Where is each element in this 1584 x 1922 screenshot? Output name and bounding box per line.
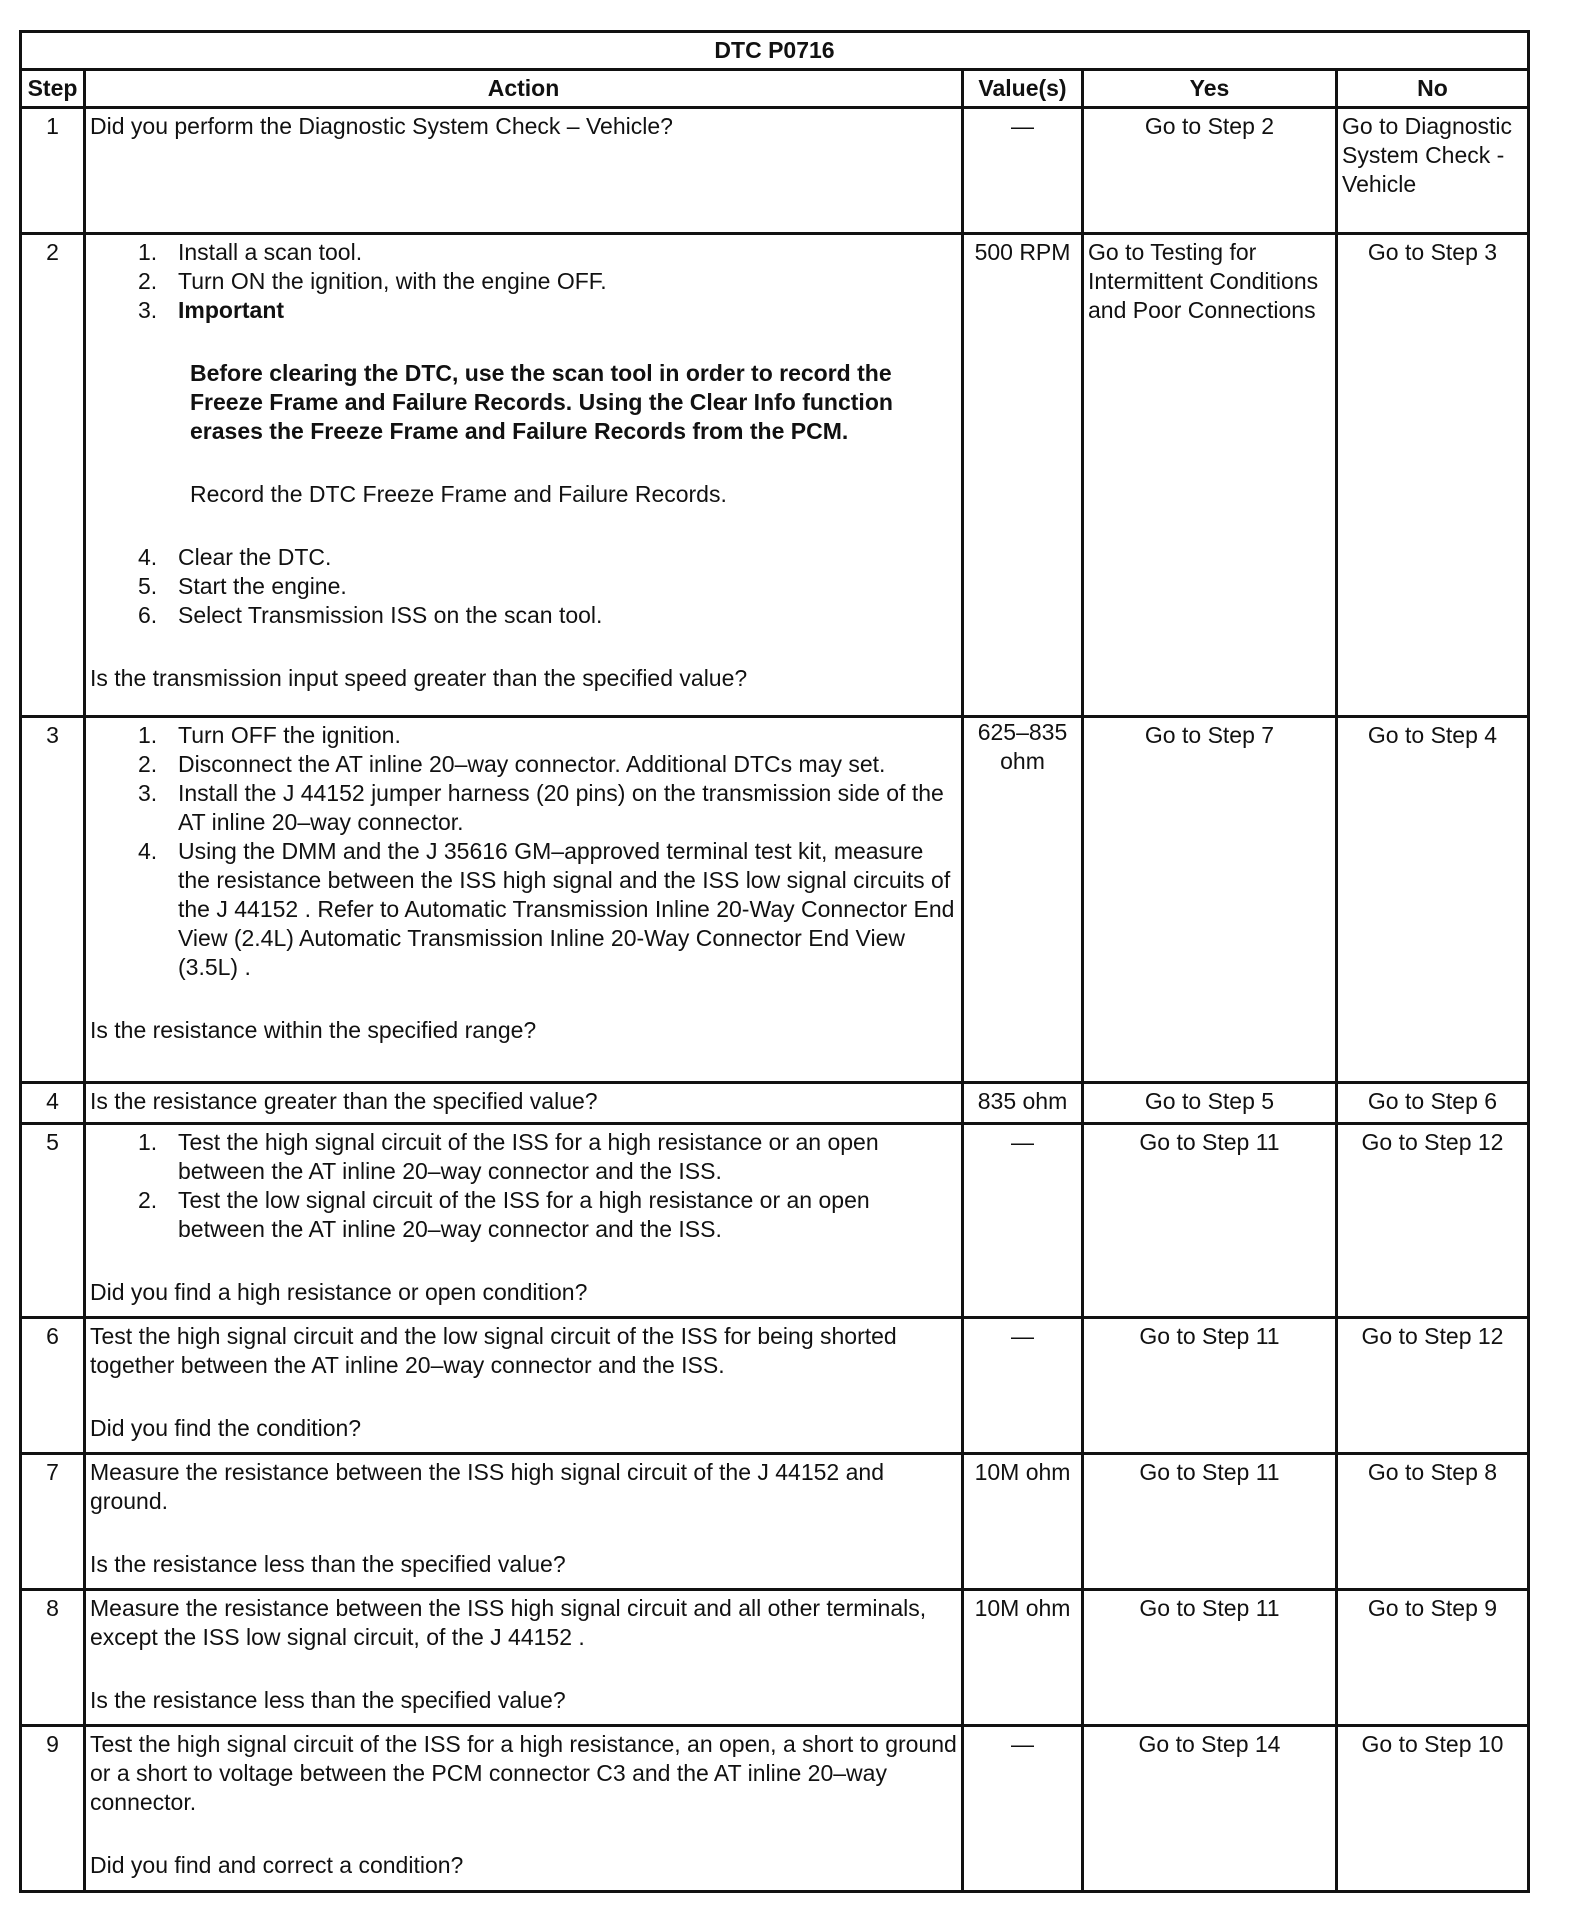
list-item: 6. Select Transmission ISS on the scan tool. xyxy=(138,602,603,628)
action-cell xyxy=(85,1454,963,1590)
question-text: Is the resistance less than the specified value? xyxy=(90,1551,566,1577)
step-number: 8 xyxy=(21,1590,85,1726)
no-cell[interactable]: Go to Diagnostic System Check - Vehicle xyxy=(1337,108,1529,234)
yes-cell[interactable]: Go to Step 11 xyxy=(1083,1124,1337,1318)
table-title: DTC P0716 xyxy=(21,32,1529,70)
list-item: 1. Install a scan tool. xyxy=(138,239,363,265)
action-text: Test the high signal circuit and the low signal circuit of the ISS for being shorted together between the AT inline 20–way connector and the ISS. xyxy=(90,1323,897,1378)
table-row xyxy=(21,1124,1529,1318)
yes-cell[interactable]: Go to Step 7 xyxy=(1083,717,1337,1083)
step-number: 6 xyxy=(21,1318,85,1454)
yes-cell[interactable]: Go to Step 2 xyxy=(1083,108,1337,234)
action-text: Measure the resistance between the ISS high signal circuit of the J 44152 and ground. xyxy=(90,1459,884,1514)
value-cell: — xyxy=(963,1726,1083,1892)
step-number: 9 xyxy=(21,1726,85,1892)
question-text: Did you find the condition? xyxy=(90,1415,362,1441)
value-cell: — xyxy=(963,108,1083,234)
action-cell xyxy=(85,1124,963,1318)
no-cell[interactable]: Go to Step 12 xyxy=(1337,1124,1529,1318)
action-cell xyxy=(85,108,963,234)
yes-cell[interactable]: Go to Step 11 xyxy=(1083,1318,1337,1454)
no-cell[interactable]: Go to Step 8 xyxy=(1337,1454,1529,1590)
question-text: Is the transmission input speed greater than the specified value? xyxy=(90,665,748,691)
no-cell[interactable]: Go to Step 6 xyxy=(1337,1083,1529,1124)
record-note: Record the DTC Freeze Frame and Failure Records. xyxy=(190,481,727,507)
action-cell xyxy=(85,717,963,1083)
dtc-table xyxy=(19,30,1530,1893)
list-item: 4. Clear the DTC. xyxy=(138,544,332,570)
table-row xyxy=(21,1083,1529,1124)
important-note: Before clearing the DTC, use the scan tool in order to record the Freeze Frame and Failure Records. Using the Clear Info function erases the Freeze Frame and Failure Records from the PCM. xyxy=(190,360,893,444)
step-list xyxy=(90,238,957,325)
table-row xyxy=(21,1726,1529,1892)
action-cell xyxy=(85,1726,963,1892)
value-cell: 10M ohm xyxy=(963,1590,1083,1726)
list-item: 2. Disconnect the AT inline 20–way connector. Additional DTCs may set. xyxy=(138,751,886,777)
title-row xyxy=(21,32,1529,70)
list-item: 3. Install the J 44152 jumper harness (20 pins) on the transmission side of the AT inline 20–way connector. xyxy=(138,780,944,835)
step-list xyxy=(90,1128,957,1244)
action-text: Test the high signal circuit of the ISS for a high resistance, an open, a short to ground or a short to voltage between the PCM connector C3 and the AT inline 20–way connector. xyxy=(90,1731,957,1815)
question-text: Is the resistance within the specified range? xyxy=(90,1017,537,1043)
step-list xyxy=(90,721,957,982)
header-step: Step xyxy=(21,70,85,108)
list-item: 1. Turn OFF the ignition. xyxy=(138,722,401,748)
question-text: Did you find a high resistance or open condition? xyxy=(90,1279,588,1305)
yes-cell[interactable]: Go to Testing for Intermittent Conditions and Poor Connections xyxy=(1083,234,1337,717)
table-row xyxy=(21,108,1529,234)
step-number: 2 xyxy=(21,234,85,717)
value-cell: 500 RPM xyxy=(963,234,1083,717)
table-row xyxy=(21,234,1529,717)
yes-cell[interactable]: Go to Step 14 xyxy=(1083,1726,1337,1892)
action-text: Did you perform the Diagnostic System Check – Vehicle? xyxy=(90,113,673,139)
value-cell: — xyxy=(963,1124,1083,1318)
step-list xyxy=(90,543,957,630)
value-cell: 625–835 ohm xyxy=(963,717,1083,1083)
list-item: 2. Test the low signal circuit of the ISS for a high resistance or an open between the AT inline 20–way connector and the ISS. xyxy=(138,1187,870,1242)
value-cell: 10M ohm xyxy=(963,1454,1083,1590)
step-number: 3 xyxy=(21,717,85,1083)
step-number: 7 xyxy=(21,1454,85,1590)
action-cell xyxy=(85,1318,963,1454)
question-text: Is the resistance less than the specified value? xyxy=(90,1687,566,1713)
step-number: 4 xyxy=(21,1083,85,1124)
no-cell[interactable]: Go to Step 9 xyxy=(1337,1590,1529,1726)
no-cell[interactable]: Go to Step 4 xyxy=(1337,717,1529,1083)
yes-cell[interactable]: Go to Step 11 xyxy=(1083,1454,1337,1590)
action-cell xyxy=(85,1083,963,1124)
yes-cell[interactable]: Go to Step 11 xyxy=(1083,1590,1337,1726)
table-row xyxy=(21,1454,1529,1590)
header-action: Action xyxy=(85,70,963,108)
yes-cell[interactable]: Go to Step 5 xyxy=(1083,1083,1337,1124)
table-row xyxy=(21,717,1529,1083)
list-item: 5. Start the engine. xyxy=(138,573,347,599)
action-text: Is the resistance greater than the specified value? xyxy=(90,1088,598,1114)
list-item: 4. Using the DMM and the J 35616 GM–approved terminal test kit, measure the resistance between the ISS high signal and the ISS low signal circuits of the J 44152 . Refer to Automatic Transmission Inline 20-Way Connector End View (2.4L) Automatic Transmission Inline 20-Way Connector End View (3.5L) . xyxy=(138,838,955,980)
header-yes: Yes xyxy=(1083,70,1337,108)
action-text: Measure the resistance between the ISS high signal circuit and all other terminals, except the ISS low signal circuit, of the J 44152 . xyxy=(90,1595,927,1650)
value-cell: 835 ohm xyxy=(963,1083,1083,1124)
list-item: 2. Turn ON the ignition, with the engine OFF. xyxy=(138,268,607,294)
no-cell[interactable]: Go to Step 12 xyxy=(1337,1318,1529,1454)
table-row xyxy=(21,1318,1529,1454)
action-cell xyxy=(85,234,963,717)
step-number: 5 xyxy=(21,1124,85,1318)
question-text: Did you find and correct a condition? xyxy=(90,1852,464,1878)
table-row xyxy=(21,1590,1529,1726)
list-item: 3. Important xyxy=(138,297,285,323)
no-cell[interactable]: Go to Step 10 xyxy=(1337,1726,1529,1892)
step-number: 1 xyxy=(21,108,85,234)
header-no: No xyxy=(1337,70,1529,108)
value-cell: — xyxy=(963,1318,1083,1454)
list-item: 1. Test the high signal circuit of the ISS for a high resistance or an open between the AT inline 20–way connector and the ISS. xyxy=(138,1129,879,1184)
header-values: Value(s) xyxy=(963,70,1083,108)
no-cell[interactable]: Go to Step 3 xyxy=(1337,234,1529,717)
header-row xyxy=(21,70,1529,108)
action-cell xyxy=(85,1590,963,1726)
